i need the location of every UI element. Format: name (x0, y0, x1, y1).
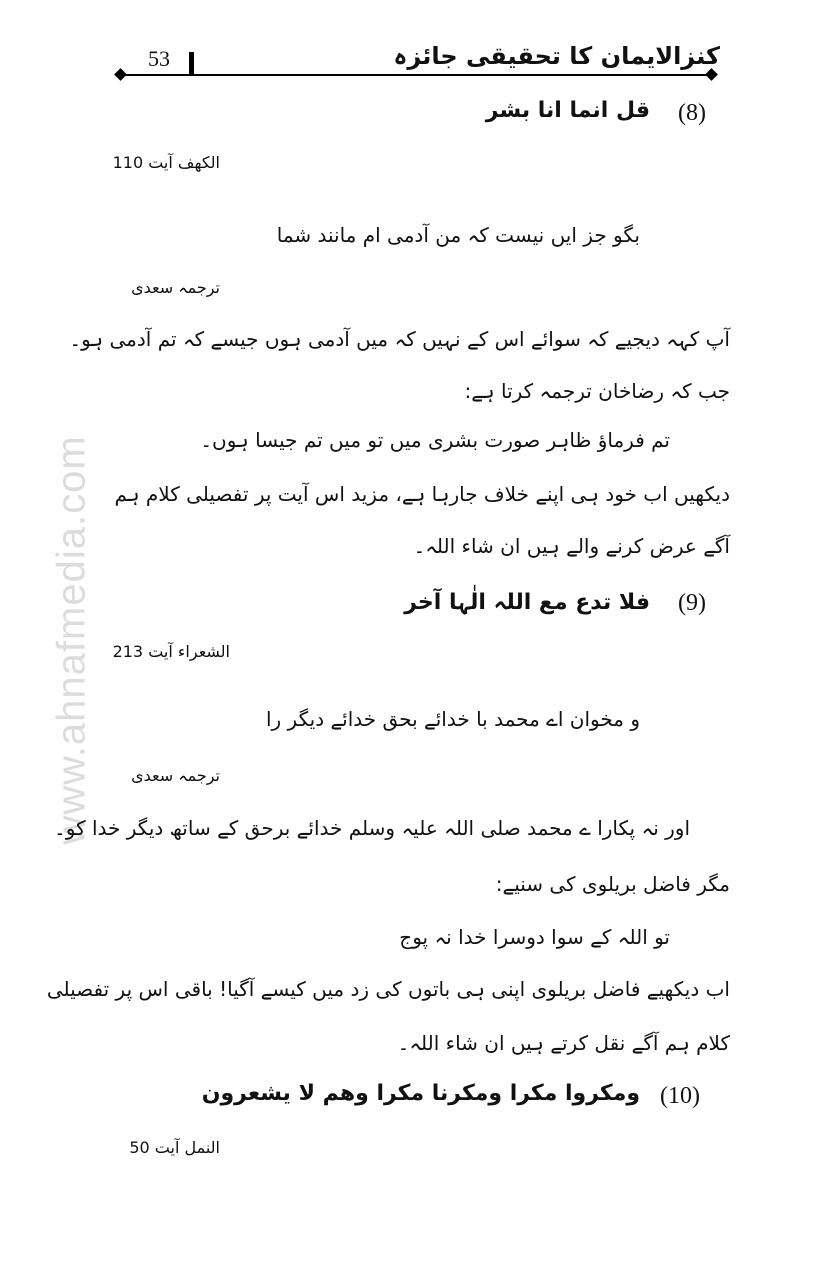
verse-reference-8: الکھف آیت 110 (112, 153, 220, 172)
intro-line-9: مگر فاضل بریلوی کی سنیے: (495, 872, 730, 896)
raza-translation-8: تم فرماؤ ظاہر صورت بشری میں تو میں تم جیسا ہوں۔ (200, 428, 670, 452)
persian-translation-8: بگو جز ایں نیست کہ من آدمی ام مانند شما (276, 223, 640, 247)
urdu-translation-9: اور نہ پکارا ے محمد صلی اللہ علیہ وسلم خدائے برحق کے ساتھ دیگر خدا کو۔ (54, 816, 690, 840)
page-number: 53 (148, 46, 170, 71)
quran-verse-8: قل انما انا بشر (485, 98, 650, 123)
translator-label-8: ترجمہ سعدی (131, 278, 220, 297)
item-number-10: (10) (660, 1083, 700, 1109)
raza-translation-9: تو اللہ کے سوا دوسرا خدا نہ پوج (399, 925, 670, 949)
verse-reference-9: الشعراء آیت 213 (112, 642, 230, 661)
item-number-9: (9) (678, 590, 706, 616)
quran-verse-10: ومکروا مکرا ومکرنا مکرا وھم لا یشعرون (201, 1081, 640, 1106)
intro-line-8: جب کہ رضاخان ترجمہ کرتا ہے: (464, 379, 730, 403)
commentary-8-line-2: آگے عرض کرنے والے ہیں ان شاء اللہ۔ (413, 534, 730, 558)
header-rule (120, 74, 711, 76)
watermark-text: www.ahnafmedia.com (49, 435, 94, 845)
commentary-9-line-1: اب دیکھیے فاضل بریلوی اپنی ہی باتوں کی زد میں کیسے آگیا! باقی اس پر تفصیلی (46, 977, 730, 1001)
translator-label-9: ترجمہ سعدی (131, 766, 220, 785)
quran-verse-9: فلا تدع مع اللہ الٰہا آخر (404, 590, 650, 615)
item-number-8: (8) (678, 100, 706, 126)
running-title: کنزالایمان کا تحقیقی جائزہ (393, 42, 720, 70)
persian-translation-9: و مخوان اے محمد با خدائے بحق خدائے دیگر را (265, 707, 640, 731)
commentary-9-line-2: کلام ہم آگے نقل کرتے ہیں ان شاء اللہ۔ (397, 1031, 730, 1055)
commentary-8-line-1: دیکھیں اب خود ہی اپنے خلاف جارہا ہے، مزید اس آیت پر تفصیلی کلام ہم (114, 482, 730, 506)
urdu-translation-8: آپ کہہ دیجیے کہ سوائے اس کے نہیں کہ میں آدمی ہوں جیسے کہ تم آدمی ہو۔ (69, 327, 730, 351)
verse-reference-10: النمل آیت 50 (129, 1138, 220, 1157)
page-number-bar (189, 52, 194, 74)
